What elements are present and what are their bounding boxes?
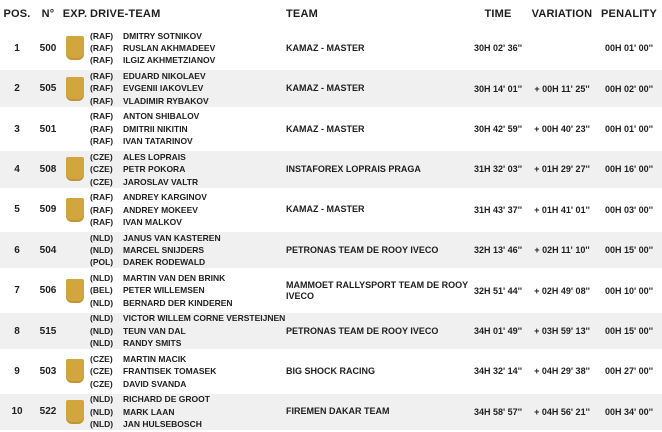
table-header-row	[0, 0, 662, 28]
penality-value: 00H 15' 00''	[605, 245, 653, 256]
variation-value: + 01H 29' 27''	[534, 164, 590, 175]
crew-nationality: (NLD)	[90, 245, 114, 256]
team-name: BIG SHOCK RACING	[286, 365, 376, 376]
exp-cell	[62, 400, 88, 424]
time-value: 32H 13' 46''	[474, 245, 522, 256]
crew-name: ANDREY KARGINOV	[123, 192, 207, 203]
crew-list	[88, 30, 284, 67]
variation-value: + 00H 11' 25''	[534, 83, 590, 94]
crew-nationality: (RAF)	[90, 136, 114, 147]
crew-member	[90, 135, 284, 147]
gold-experience-badge-icon	[66, 400, 84, 424]
col-header-time: TIME	[484, 8, 512, 20]
crew-member	[90, 204, 284, 216]
vehicle-number: 500	[39, 42, 57, 54]
crew-name: MARTIN VAN DEN BRINK	[123, 273, 226, 284]
penality-value: 00H 01' 00''	[605, 43, 653, 54]
vehicle-number: 508	[39, 163, 57, 175]
team-name: KAMAZ - MASTER	[286, 123, 365, 134]
crew-name: DMITRII NIKITIN	[123, 123, 188, 134]
vehicle-number: 515	[39, 325, 57, 337]
col-header-penality: PENALITY	[601, 8, 657, 20]
crew-name: VICTOR WILLEM CORNE VERSTEIJNEN	[123, 313, 286, 324]
exp-cell	[62, 359, 88, 383]
crew-name: IVAN TATARINOV	[123, 136, 193, 147]
gold-experience-badge-icon	[66, 157, 84, 181]
exp-cell	[62, 157, 88, 181]
crew-member	[90, 418, 284, 430]
position-value: 10	[11, 406, 23, 418]
time-value: 30H 14' 01''	[474, 83, 522, 94]
col-header-number: N°	[41, 8, 55, 20]
crew-name: MARK LAAN	[123, 406, 175, 417]
crew-member	[90, 256, 284, 268]
position-value: 5	[14, 204, 20, 216]
table-row[interactable]	[0, 270, 662, 310]
crew-nationality: (CZE)	[90, 366, 113, 377]
crew-nationality: (NLD)	[90, 273, 114, 284]
team-cell	[284, 124, 468, 135]
crew-nationality: (BEL)	[90, 285, 113, 296]
variation-value: + 04H 29' 38''	[534, 366, 590, 377]
crew-nationality: (RAF)	[90, 43, 114, 53]
crew-nationality: (POL)	[90, 257, 114, 268]
crew-member	[90, 297, 284, 309]
position-value: 2	[14, 83, 20, 95]
crew-list	[88, 110, 284, 147]
crew-member	[90, 337, 284, 349]
position-value: 1	[14, 42, 20, 54]
crew-member	[90, 353, 284, 365]
time-value: 31H 43' 37''	[474, 204, 522, 215]
crew-name: DAREK RODEWALD	[123, 257, 206, 268]
team-cell	[284, 204, 468, 215]
team-cell	[284, 326, 468, 337]
position-value: 3	[14, 123, 20, 135]
penality-value: 00H 01' 00''	[605, 124, 653, 135]
time-value: 30H 42' 59''	[474, 124, 522, 135]
position-value: 6	[14, 244, 20, 256]
crew-member	[90, 365, 284, 377]
crew-name: DAVID SVANDA	[123, 378, 187, 389]
exp-cell	[62, 198, 88, 222]
time-value: 31H 32' 03''	[474, 164, 522, 175]
team-name: KAMAZ - MASTER	[286, 42, 365, 53]
gold-experience-badge-icon	[66, 198, 84, 222]
crew-nationality: (RAF)	[90, 192, 114, 203]
crew-nationality: (CZE)	[90, 378, 113, 389]
crew-name: IVAN MALKOV	[123, 217, 182, 228]
crew-name: MARCEL SNIJDERS	[123, 245, 205, 256]
penality-value: 00H 15' 00''	[605, 326, 653, 337]
crew-nationality: (RAF)	[90, 217, 114, 228]
penality-value: 00H 27' 00''	[605, 366, 653, 377]
results-rows	[0, 28, 662, 432]
crew-nationality: (NLD)	[90, 394, 114, 405]
time-value: 34H 58' 57''	[474, 406, 522, 417]
crew-member	[90, 70, 284, 82]
variation-value: + 02H 49' 08''	[534, 285, 590, 296]
vehicle-number: 505	[39, 83, 57, 95]
team-name: MAMMOET RALLYSPORT TEAM DE ROOY IVECO	[286, 279, 469, 301]
crew-list	[88, 393, 284, 430]
crew-list	[88, 272, 284, 309]
crew-member	[90, 42, 284, 54]
crew-member	[90, 54, 284, 66]
crew-name: ANDREY MOKEEV	[123, 204, 198, 215]
col-header-team: TEAM	[286, 8, 318, 20]
team-cell	[284, 406, 468, 417]
team-cell	[284, 280, 468, 302]
penality-value: 00H 03' 00''	[605, 204, 653, 215]
team-name: FIREMEN DAKAR TEAM	[286, 406, 390, 417]
crew-member	[90, 378, 284, 390]
crew-nationality: (NLD)	[90, 297, 114, 308]
crew-nationality: (RAF)	[90, 123, 114, 134]
crew-member	[90, 244, 284, 256]
crew-name: DMITRY SOTNIKOV	[123, 30, 202, 41]
crew-name: BERNARD DER KINDEREN	[123, 297, 233, 308]
team-cell	[284, 366, 468, 377]
crew-nationality: (RAF)	[90, 30, 114, 41]
crew-nationality: (NLD)	[90, 325, 114, 336]
crew-member	[90, 151, 284, 163]
crew-member	[90, 312, 284, 324]
crew-name: JAN HULSEBOSCH	[123, 419, 202, 430]
team-name: PETRONAS TEAM DE ROOY IVECO	[286, 244, 439, 255]
crew-nationality: (RAF)	[90, 204, 114, 215]
crew-member	[90, 232, 284, 244]
crew-nationality: (NLD)	[90, 419, 114, 430]
crew-nationality: (RAF)	[90, 95, 114, 106]
crew-member	[90, 82, 284, 94]
gold-experience-badge-icon	[66, 36, 84, 60]
vehicle-number: 503	[39, 365, 57, 377]
crew-name: JANUS VAN KASTEREN	[123, 232, 221, 243]
exp-cell	[62, 77, 88, 101]
crew-nationality: (NLD)	[90, 232, 114, 243]
table-row[interactable]	[0, 109, 662, 149]
team-name: KAMAZ - MASTER	[286, 204, 365, 215]
crew-member	[90, 406, 284, 418]
crew-member	[90, 95, 284, 107]
crew-nationality: (RAF)	[90, 111, 114, 122]
vehicle-number: 501	[39, 123, 57, 135]
crew-list	[88, 232, 284, 269]
table-row[interactable]	[0, 392, 662, 432]
crew-member	[90, 191, 284, 203]
crew-name: ANTON SHIBALOV	[123, 111, 200, 122]
table-row[interactable]	[0, 311, 662, 351]
exp-cell	[62, 36, 88, 60]
variation-value: + 01H 41' 01''	[534, 204, 590, 215]
gold-experience-badge-icon	[66, 279, 84, 303]
vehicle-number: 506	[39, 285, 57, 297]
crew-list	[88, 151, 284, 188]
crew-name: TEUN VAN DAL	[123, 325, 186, 336]
col-header-drive-team: DRIVE-TEAM	[90, 8, 161, 20]
crew-nationality: (CZE)	[90, 151, 113, 162]
crew-name: ALES LOPRAIS	[123, 151, 186, 162]
team-cell	[284, 83, 468, 94]
crew-nationality: (CZE)	[90, 164, 113, 175]
crew-member	[90, 176, 284, 188]
time-value: 34H 32' 14''	[474, 366, 522, 377]
vehicle-number: 522	[39, 406, 57, 418]
variation-value: + 02H 11' 10''	[534, 245, 590, 256]
crew-name: EVGENII IAKOVLEV	[123, 83, 204, 94]
crew-nationality: (RAF)	[90, 71, 114, 81]
crew-name: PETR POKORA	[123, 164, 186, 175]
crew-member	[90, 216, 284, 228]
table-row[interactable]	[0, 190, 662, 230]
crew-member	[90, 163, 284, 175]
table-row[interactable]	[0, 351, 662, 391]
team-cell	[284, 43, 468, 54]
crew-name: PETER WILLEMSEN	[123, 285, 205, 296]
penality-value: 00H 16' 00''	[605, 164, 653, 175]
crew-member	[90, 30, 284, 42]
crew-nationality: (CZE)	[90, 353, 113, 364]
vehicle-number: 504	[39, 244, 57, 256]
position-value: 9	[14, 365, 20, 377]
crew-list	[88, 191, 284, 228]
crew-name: ILGIZ AKHMETZIANOV	[123, 55, 216, 66]
penality-value: 00H 34' 00''	[605, 406, 653, 417]
crew-name: RICHARD DE GROOT	[123, 394, 210, 405]
crew-member	[90, 393, 284, 405]
table-row[interactable]	[0, 28, 662, 68]
crew-member	[90, 110, 284, 122]
crew-member	[90, 123, 284, 135]
exp-cell	[62, 279, 88, 303]
crew-nationality: (NLD)	[90, 338, 114, 349]
variation-value: + 00H 40' 23''	[534, 124, 590, 135]
crew-list	[88, 312, 284, 349]
crew-list	[88, 353, 284, 390]
crew-member	[90, 272, 284, 284]
crew-nationality: (NLD)	[90, 313, 114, 324]
crew-name: RUSLAN AKHMADEEV	[123, 43, 216, 53]
crew-name: VLADIMIR RYBAKOV	[123, 95, 209, 106]
time-value: 34H 01' 49''	[474, 326, 522, 337]
crew-name: FRANTISEK TOMASEK	[123, 366, 217, 377]
team-name: INSTAFOREX LOPRAIS PRAGA	[286, 163, 421, 174]
crew-name: RANDY SMITS	[123, 338, 182, 349]
col-header-pos: POS.	[3, 8, 31, 20]
crew-nationality: (NLD)	[90, 406, 114, 417]
crew-name: EDUARD NIKOLAEV	[123, 71, 206, 81]
penality-value: 00H 10' 00''	[605, 285, 653, 296]
table-row[interactable]	[0, 149, 662, 189]
position-value: 4	[14, 163, 20, 175]
position-value: 8	[14, 325, 20, 337]
team-name: PETRONAS TEAM DE ROOY IVECO	[286, 325, 439, 336]
variation-value: + 03H 59' 13''	[534, 326, 590, 337]
vehicle-number: 509	[39, 204, 57, 216]
time-value: 32H 51' 44''	[474, 285, 522, 296]
col-header-exp: EXP.	[62, 8, 88, 20]
gold-experience-badge-icon	[66, 359, 84, 383]
crew-list	[88, 70, 284, 107]
team-cell	[284, 164, 468, 175]
time-value: 30H 02' 36''	[474, 43, 522, 54]
gold-experience-badge-icon	[66, 77, 84, 101]
position-value: 7	[14, 285, 20, 297]
crew-member	[90, 325, 284, 337]
table-row[interactable]	[0, 68, 662, 108]
crew-name: MARTIN MACIK	[123, 353, 187, 364]
team-cell	[284, 245, 468, 256]
crew-name: JAROSLAV VALTR	[123, 176, 199, 187]
crew-member	[90, 284, 284, 296]
team-name: KAMAZ - MASTER	[286, 83, 365, 94]
variation-value: + 04H 56' 21''	[534, 406, 590, 417]
table-row[interactable]	[0, 230, 662, 270]
crew-nationality: (CZE)	[90, 176, 113, 187]
crew-nationality: (RAF)	[90, 55, 114, 66]
col-header-variation: VARIATION	[531, 8, 593, 20]
crew-nationality: (RAF)	[90, 83, 114, 94]
penality-value: 00H 02' 00''	[605, 83, 653, 94]
